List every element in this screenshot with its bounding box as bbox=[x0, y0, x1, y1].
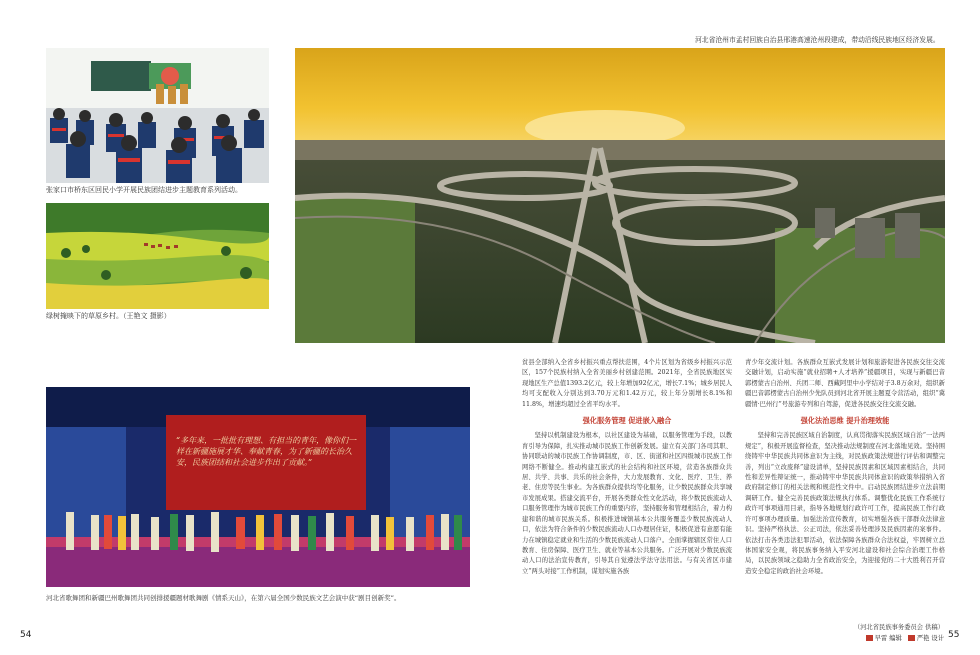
designer-name: 严艳 bbox=[916, 635, 930, 642]
col1-body-paragraph: 坚持以机制建设为根本，以社区建设为基础，以服务管理为手段，以教育引导为保障，扎实推动城市民族工作创新发展。建立有关部门各司其职、协同联动的城市民族工作协调制度，市、区、街道和社区四级城市民族工作网络不断健全。推动构建互嵌式的社会结构和社区环境，营造各族群众共居、共学、共事、共乐的社会条件，大力发展教育、文化、医疗、卫生、养老、住房等民生事业。为各族群众提供均等化服务，让少数民族群众共享城市发展成果。搭建交流平台，开展各类群众性文化活动，将少数民族流动人口服务管理作为城市民族工作的重要内容，坚持服务和管理相结合，着力构建和谐的城市民族关系。积极推进城镇基本公共服务覆盖少数民族流动人口，依法为符合条件的少数民族流动人口办理居住证，积极促进有意愿有能力在城镇稳定就业和生活的少数民族流动人口落户。全面掌握辖区常住人口教育、住房保障、医疗卫生、就业等基本公共服务。广泛开展对少数民族流动人口的法治宣传教育，引导其自觉遵法学法守法用法。与有关省区市建立“两头对接”工作机制，谋划实施各族 bbox=[522, 432, 732, 575]
section-heading-1: 强化服务管理 促进嵌入融合 bbox=[582, 416, 672, 426]
article-column-1 bbox=[522, 358, 732, 638]
stage-caption: 河北省歌舞团和新疆巴州歌舞团共同创排援疆题材歌舞剧《情系天山》，在第六届全国少数民族文艺会演中获“剧目创新奖”。 bbox=[46, 594, 401, 602]
page-number-left: 54 bbox=[20, 630, 32, 640]
article-column-2 bbox=[745, 358, 945, 620]
editor-name: 早雷 bbox=[874, 635, 888, 642]
fields-photo bbox=[46, 203, 269, 309]
credits bbox=[866, 633, 944, 642]
classroom-caption: 张家口市桥东区回民小学开展民族团结进步主题教育系列活动。 bbox=[46, 186, 242, 194]
col1-intro-paragraph: 贫县全部纳入全省乡村振兴重点帮扶范围，4个片区划为省级乡村振兴示范区，157个民族村纳入全省美丽乡村创建范围。2021年，全省民族地区实现地区生产总值1393.2亿元，较上年增加92亿元，增长7.1%；城乡居民人均可支配收入分别达到3.70万元和1.42万元，较上年分别增长8.1%和11.8%，增速均超过全省平均水平。 bbox=[522, 359, 732, 408]
section-heading-2: 强化法治思维 提升治理效能 bbox=[800, 416, 890, 426]
fields-image bbox=[46, 203, 269, 309]
stage-photo bbox=[46, 387, 470, 587]
classroom-image bbox=[46, 48, 269, 183]
top-caption: 河北省沧州市孟村回族自治县邢港高速沧州段建成，带动沿线民族地区经济发展。 bbox=[695, 36, 940, 44]
fields-caption: 绿树掩映下的草原乡村。（王艳文 摄影） bbox=[46, 312, 171, 320]
designer-marker bbox=[908, 635, 915, 641]
col2-body-paragraph-2: 坚持和完善民族区域自治制度，认真贯彻落实民族区域自治“一法两规定”，积极开展监督检查，坚决推动法规制度在河北落地见效。坚持围绕铸牢中华民族共同体意识为主线，对民族政策法规进行评估和调整完善，列出“立改废释”建设清单，坚持民族因素和区域因素相结合，共同性和差异性辩证统一，推动铸牢中华民族共同体意识的政策举措纳入省政府制定修订的相关法规和规范性文件中。启动民族团结进步立法前期调研工作。健全完善民族政策法规执行体系。调整优化民族工作系统行政许可事项通用目录，指导各地规划行政许可工作，提高民族工作行政许可事项办理质量。加强法治宣传教育，切实增强各族干部群众法律意识。坚持严格执法、公正司法，依法妥善处理涉及民族因素的案事件。依法打击各类违法犯罪活动，依法保障各族群众合法权益，牢固树立总体国家安全观，将民族事务纳入平安河北建设和社会综合治理工作格局，以民族领域之稳助力全省政治安全，为迎接党的二十大胜利召开营造安全稳定的政治社会环境。 bbox=[745, 432, 945, 575]
editor-marker bbox=[866, 635, 873, 641]
editor-role: 编辑 bbox=[889, 635, 902, 642]
col2-body-paragraph: 青少年交流计划。各族群众互嵌式发展计划和旅游促进各民族交往交流交融计划，启动实施“就业招聘+人才培养”援疆项目，实现与新疆巴音郭楞蒙古自治州、兵团二师、西藏阿里中小学结对子3.8万余对，组织新疆巴音郭楞蒙古自治州少先队员到河北省开展主题夏令营活动，组织“冀疆情·巴州行”号旅游专列和自驾游，促进各民族交往交流交融。 bbox=[745, 359, 945, 408]
stage-banner-text: “多年来，一批批有理想、有担当的青年，像你们一样在新疆施展才华、奉献青春，为了新疆的长治久安，民族团结和社会进步作出了贡献。” bbox=[176, 436, 357, 467]
stage-image bbox=[46, 387, 470, 587]
highway-photo bbox=[295, 48, 945, 343]
page-number-right: 55 bbox=[948, 630, 960, 640]
article-source: （河北省民族事务委员会 供稿） bbox=[853, 624, 944, 631]
classroom-photo bbox=[46, 48, 269, 183]
designer-role: 设计 bbox=[931, 635, 944, 642]
highway-image bbox=[295, 48, 945, 343]
